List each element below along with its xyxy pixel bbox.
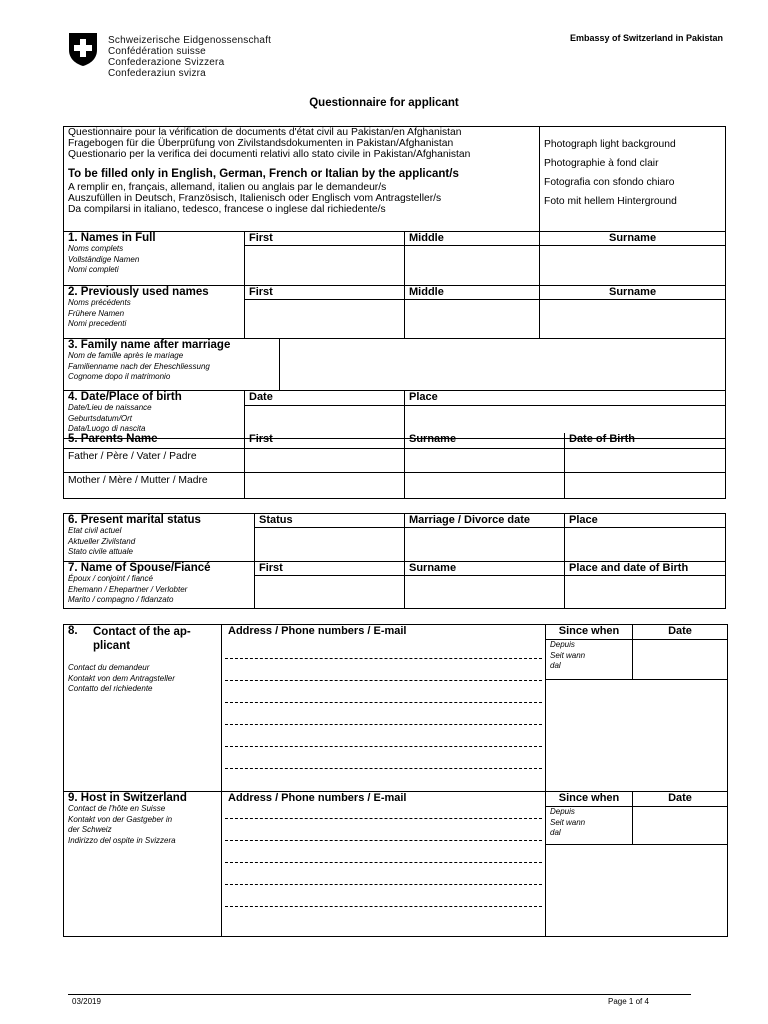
input-status[interactable] xyxy=(255,528,405,562)
input-prev-middle[interactable] xyxy=(405,300,540,339)
section-previous-names: 2. Previously used names Noms précédents Frühere Namen Nomi precedenti xyxy=(64,286,245,339)
label-first: First xyxy=(245,232,405,246)
host-extra-space xyxy=(546,845,728,937)
intro-text: Questionnaire pour la vérification de documents d'état civil au Pakistan/en Afghanistan Fragebogen für die Überprüfung von Zivilstandsdokumenten in Pakistan/Afghanistan Questionario per la verifica dei documenti relativi allo stato civile in Pakistan/Afghanistan To be filled only in English, German, French or Italian by the applicant/s A remplir en, français, allemand, italien ou anglais par le demandeur/s Auszufüllen in Deutsch, Französisch, Italienisch oder Englisch vom Antragsteller/s Da compilarsi in italiano, tedesco, francese o inglese dal richiedente/s xyxy=(64,127,540,232)
input-prev-first[interactable] xyxy=(245,300,405,339)
marital-table xyxy=(63,513,726,609)
contacts-table xyxy=(63,624,728,937)
footer-divider xyxy=(68,994,691,995)
input-father-surname[interactable] xyxy=(405,448,565,472)
label-mother: Mother / Mère / Mutter / Madre xyxy=(64,472,245,498)
input-middle-name[interactable] xyxy=(405,246,540,286)
input-surname[interactable] xyxy=(540,246,726,286)
input-marriage-divorce-date[interactable] xyxy=(405,528,565,562)
label-host-since-when: Since when xyxy=(546,792,633,807)
label-parent-dob: Date of Birth xyxy=(565,433,726,448)
label-date: Date xyxy=(633,625,728,640)
section-family-name-after-marriage: 3. Family name after marriage Nom de famille après le mariage Familienname nach der Eheschliessung Cognome dopo il matrimonio xyxy=(64,339,726,391)
input-mother-first[interactable] xyxy=(245,472,405,498)
input-spouse-first[interactable] xyxy=(255,576,405,609)
input-spouse-surname[interactable] xyxy=(405,576,565,609)
parents-table xyxy=(63,433,726,499)
applicant-date-input[interactable] xyxy=(633,640,728,680)
label-prev-first: First xyxy=(245,286,405,300)
input-first-name[interactable] xyxy=(245,246,405,286)
label-since-when: Since when xyxy=(546,625,633,640)
swiss-coat-of-arms-icon xyxy=(68,32,98,67)
label-parent-surname: Surname xyxy=(405,433,565,448)
section-date-place-of-birth: 4. Date/Place of birth Date/Lieu de naissance Geburtsdatum/Ort Data/Luogo di nascita xyxy=(64,391,245,439)
section-spouse: 7. Name of Spouse/Fiancé Époux / conjoint / fiancé Ehemann / Ehepartner / Verlobter Marito / compagno / fidanzato xyxy=(64,562,255,609)
page-title: Questionnaire for applicant xyxy=(309,97,459,109)
label-birth-date: Date xyxy=(245,391,405,406)
applicant-since-when-input[interactable]: Depuis Seit wann dal xyxy=(546,640,633,680)
input-mother-dob[interactable] xyxy=(565,472,726,498)
label-host-date: Date xyxy=(633,792,728,807)
label-parent-first: First xyxy=(245,433,405,448)
label-spouse-place-dob: Place and date of Birth xyxy=(565,562,726,576)
label-marriage-divorce-date: Marriage / Divorce date xyxy=(405,514,565,528)
page-header xyxy=(68,32,723,82)
applicant-address-area[interactable]: Address / Phone numbers / E-mail xyxy=(222,625,546,792)
applicant-extra-space xyxy=(546,680,728,792)
input-father-dob[interactable] xyxy=(565,448,726,472)
input-family-name-after-marriage[interactable] xyxy=(280,339,725,390)
label-surname: Surname xyxy=(540,232,726,246)
section-host-switzerland: 9. Host in Switzerland Contact de l'hôte en Suisse Kontakt von der Gastgeber in der Schweiz Indirizzo del ospite in Svizzera xyxy=(64,792,222,937)
section-parents-name: 5. Parents Name xyxy=(64,433,245,448)
label-marital-place: Place xyxy=(565,514,726,528)
section-contact-applicant: 8. Contact of the ap- plicant Contact du demandeur Kontakt von dem Antragsteller Contatto del richiedente xyxy=(64,625,222,792)
confederation-names: Schweizerische Eidgenossenschaft Confédération suisse Confederazione Svizzera Confederaziun svizra xyxy=(108,35,272,79)
section-marital-status: 6. Present marital status Etat civil actuel Aktueller Zivilstand Stato civile attuale xyxy=(64,514,255,562)
input-spouse-place-dob[interactable] xyxy=(565,576,726,609)
input-mother-surname[interactable] xyxy=(405,472,565,498)
input-marital-place[interactable] xyxy=(565,528,726,562)
footer-date: 03/2019 xyxy=(72,997,101,1006)
photo-area[interactable]: Photograph light background Photographie à fond clair Fotografia con sfondo chiaro Foto mit hellem Hinterground xyxy=(540,127,726,232)
input-father-first[interactable] xyxy=(245,448,405,472)
label-birth-place: Place xyxy=(405,391,726,406)
host-address-area[interactable]: Address / Phone numbers / E-mail xyxy=(222,792,546,937)
label-spouse-first: First xyxy=(255,562,405,576)
embassy-name: Embassy of Switzerland in Pakistan xyxy=(569,33,723,43)
personal-details-table xyxy=(63,126,726,439)
label-middle: Middle xyxy=(405,232,540,246)
host-since-when-input[interactable]: Depuis Seit wann dal xyxy=(546,807,633,845)
input-prev-surname[interactable] xyxy=(540,300,726,339)
label-prev-middle: Middle xyxy=(405,286,540,300)
host-date-input[interactable] xyxy=(633,807,728,845)
label-prev-surname: Surname xyxy=(540,286,726,300)
section-names-in-full: 1. Names in Full Noms complets Vollständige Namen Nomi completi xyxy=(64,232,245,286)
label-status: Status xyxy=(255,514,405,528)
label-father: Father / Père / Vater / Padre xyxy=(64,448,245,472)
label-spouse-surname: Surname xyxy=(405,562,565,576)
footer-page-number: Page 1 of 4 xyxy=(608,997,649,1006)
